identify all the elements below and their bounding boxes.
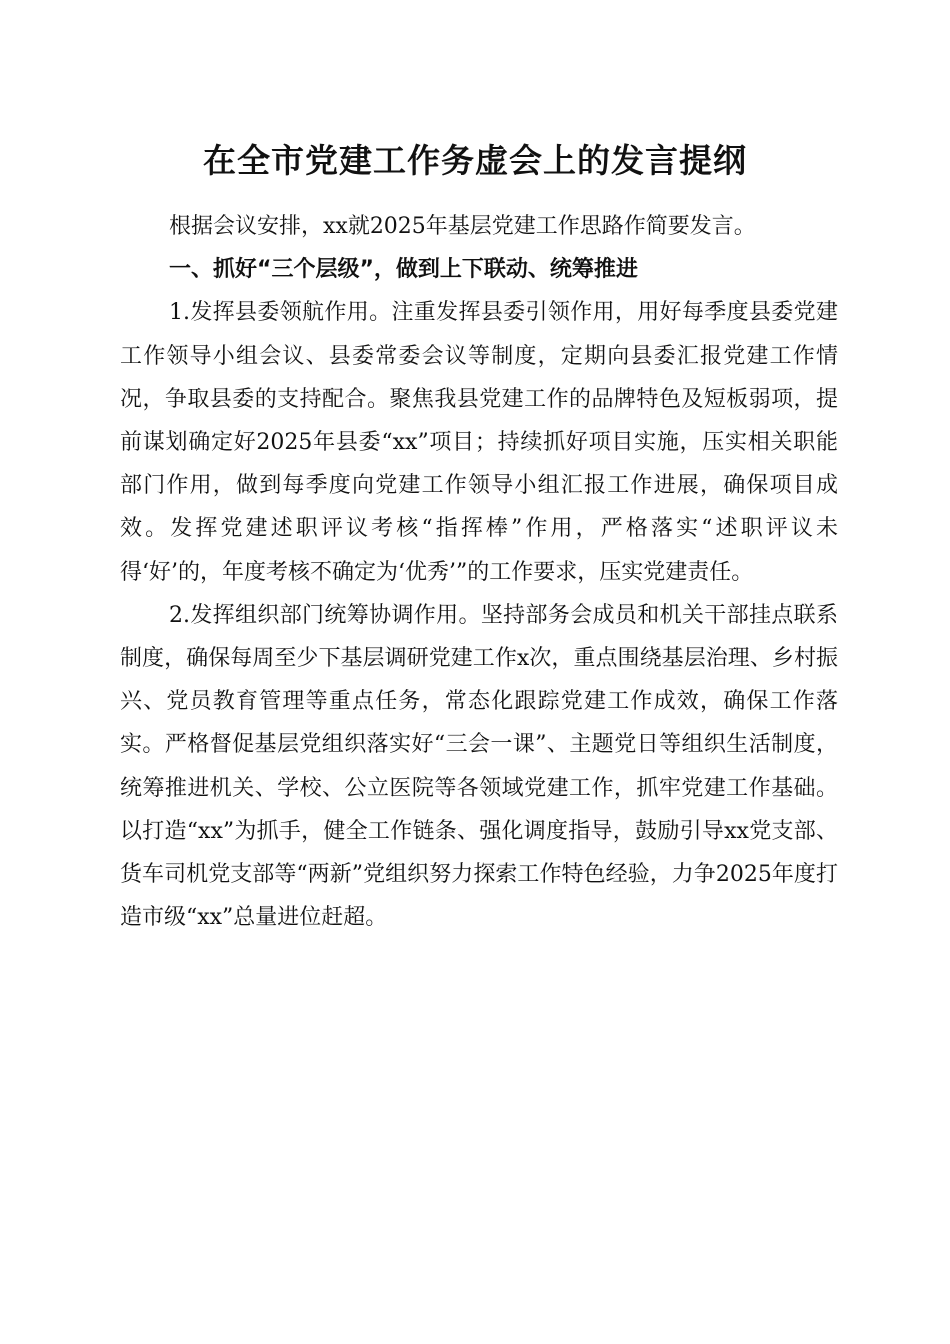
document-body: [120, 205, 838, 939]
intro-paragraph: 根据会议安排，xx就2025年基层党建工作思路作简要发言。: [169, 214, 756, 239]
body-paragraph-2: 2.发挥组织部门统筹协调作用。坚持部务会成员和机关干部挂点联系制度，确保每周至少下基层调研党建工作x次，重点围绕基层治理、乡村振兴、党员教育管理等重点任务，常态化跟踪党建工作成效，确保工作落实。严格督促基层党组织落实好“三会一课”、主题党日等组织生活制度，统筹推进机关、学校、公立医院等各领域党建工作，抓牢党建工作基础。以打造“xx”为抓手，健全工作链条、强化调度指导，鼓励引导xx党支部、货车司机党支部等“两新”党组织努力探索工作特色经验，力争2025年度打造市级“xx”总量进位赶超。: [120, 602, 838, 931]
section-heading: 一、抓好“三个层级”，做到上下联动、统筹推进: [169, 257, 638, 283]
body-paragraph-1: 1.发挥县委领航作用。注重发挥县委引领作用，用好每季度县委党建工作领导小组会议、县委常委会议等制度，定期向县委汇报党建工作情况，争取县委的支持配合。聚焦我县党建工作的品牌特色及短板弱项，提前谋划确定好2025年县委“xx”项目；持续抓好项目实施，压实相关职能部门作用，做到每季度向党建工作领导小组汇报工作进展，确保项目成效。发挥党建述职评议考核“指挥棒”作用，严格落实“述职评议未得‘好’的，年度考核不确定为‘优秀’”的工作要求，压实党建责任。: [120, 300, 838, 585]
document-title: 在全市党建工作务虚会上的发言提纲: [203, 141, 747, 180]
